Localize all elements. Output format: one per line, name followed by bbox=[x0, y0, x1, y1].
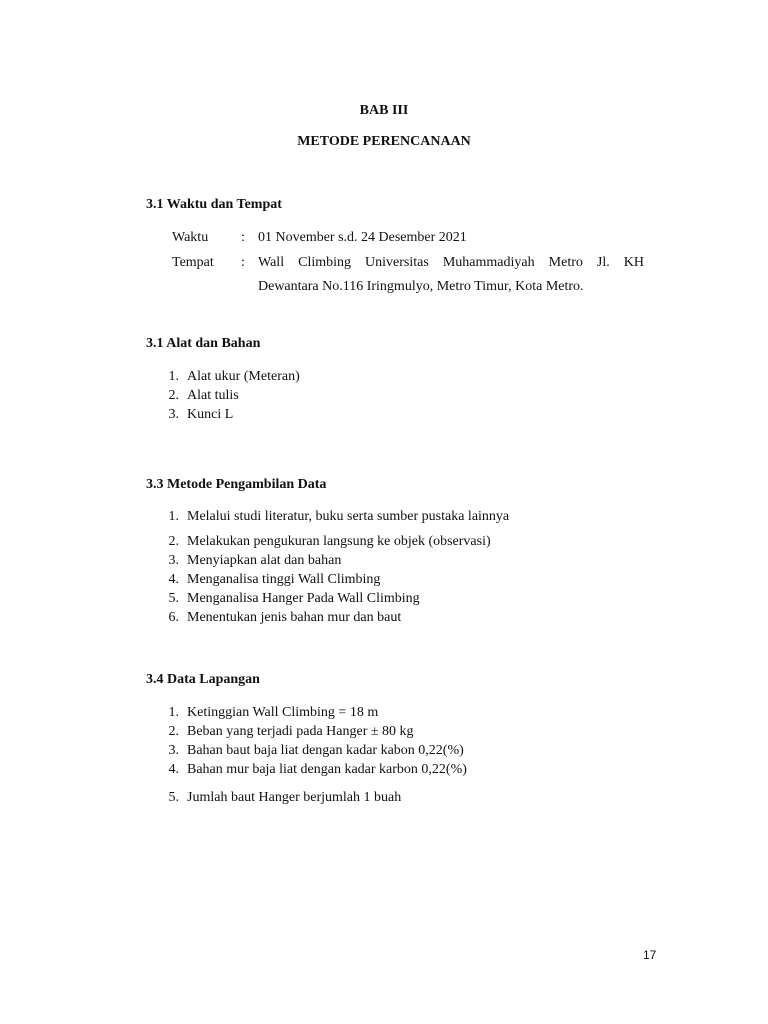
list-text: Menentukan jenis bahan mur dan baut bbox=[187, 610, 402, 625]
list-number: 2. bbox=[168, 534, 179, 549]
section-heading-waktu-tempat: 3.1 Waktu dan Tempat bbox=[146, 197, 282, 212]
list-number: 1. bbox=[168, 369, 179, 384]
list-text: Melalui studi literatur, buku serta sumber pustaka lainnya bbox=[187, 509, 510, 524]
list-number: 1. bbox=[168, 705, 179, 720]
list-number: 3. bbox=[168, 743, 179, 758]
list-number: 6. bbox=[168, 610, 179, 625]
row-value-tempat-line1: Wall Climbing Universitas Muhammadiyah Metro Jl. KH bbox=[258, 255, 644, 270]
row-value-tempat-line2: Dewantara No.116 Iringmulyo, Metro Timur, Kota Metro. bbox=[258, 279, 584, 294]
row-separator: : bbox=[241, 255, 245, 270]
row-separator: : bbox=[241, 230, 245, 245]
list-number: 4. bbox=[168, 762, 179, 777]
list-number: 5. bbox=[168, 591, 179, 606]
list-text: Bahan baut baja liat dengan kadar kabon 0,22(%) bbox=[187, 743, 464, 758]
list-text: Alat tulis bbox=[187, 388, 239, 403]
list-text: Melakukan pengukuran langsung ke objek (observasi) bbox=[187, 534, 491, 549]
page-number: 17 bbox=[643, 948, 657, 962]
row-value-waktu: 01 November s.d. 24 Desember 2021 bbox=[258, 230, 467, 245]
chapter-title: METODE PERENCANAAN bbox=[297, 134, 471, 149]
list-text: Ketinggian Wall Climbing = 18 m bbox=[187, 705, 379, 720]
section-heading-metode: 3.3 Metode Pengambilan Data bbox=[146, 477, 327, 492]
list-number: 2. bbox=[168, 388, 179, 403]
list-number: 1. bbox=[168, 509, 179, 524]
list-text: Menganalisa Hanger Pada Wall Climbing bbox=[187, 591, 420, 606]
list-number: 3. bbox=[168, 553, 179, 568]
list-text: Menyiapkan alat dan bahan bbox=[187, 553, 342, 568]
chapter-label: BAB III bbox=[359, 103, 409, 118]
row-label-tempat: Tempat bbox=[172, 255, 214, 270]
list-text: Beban yang terjadi pada Hanger ± 80 kg bbox=[187, 724, 414, 739]
list-text: Alat ukur (Meteran) bbox=[187, 369, 300, 384]
list-text: Jumlah baut Hanger berjumlah 1 buah bbox=[187, 790, 402, 805]
section-heading-data-lapangan: 3.4 Data Lapangan bbox=[146, 672, 260, 687]
list-number: 4. bbox=[168, 572, 179, 587]
list-number: 2. bbox=[168, 724, 179, 739]
list-number: 3. bbox=[168, 407, 179, 422]
list-text: Kunci L bbox=[187, 407, 234, 422]
list-text: Menganalisa tinggi Wall Climbing bbox=[187, 572, 381, 587]
list-text: Bahan mur baja liat dengan kadar karbon 0,22(%) bbox=[187, 762, 467, 777]
section-heading-alat-bahan: 3.1 Alat dan Bahan bbox=[146, 336, 261, 351]
row-label-waktu: Waktu bbox=[172, 230, 209, 245]
list-number: 5. bbox=[168, 790, 179, 805]
